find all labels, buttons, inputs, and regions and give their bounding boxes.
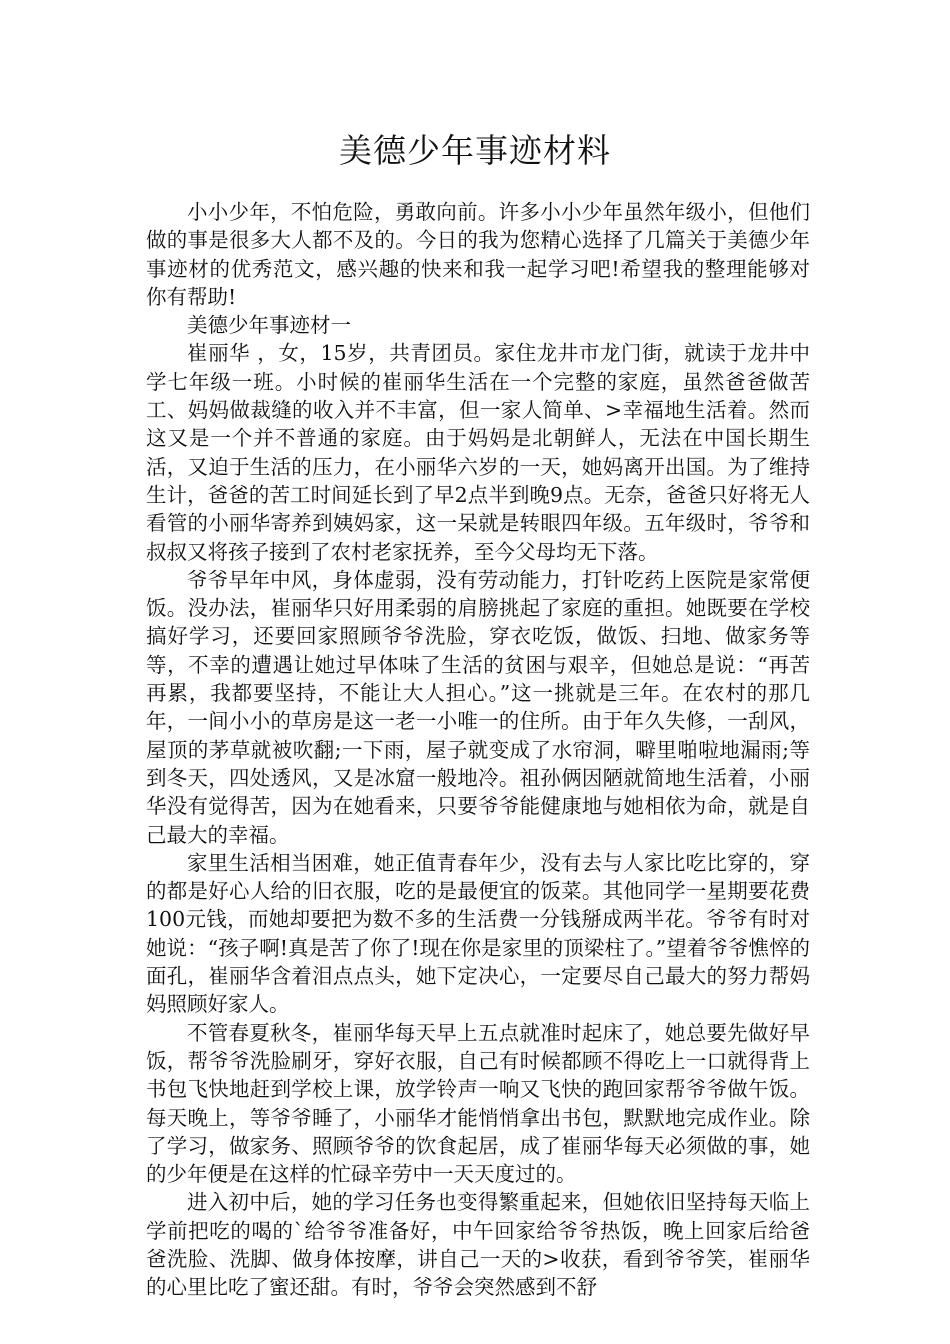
body-paragraph: 崔丽华 ，女，15岁，共青团员。家住龙井市龙门街，就读于龙井中学七年级一班。小时候的崔丽华生活在一个完整的家庭，虽然爸爸做苦工、妈妈做裁缝的收入并不丰富，但一家人简单、>幸福地生活着。然而这又是一个并不普通的家庭。由于妈妈是北朝鲜人，无法在中国长期生活，又迫于生活的压力，在小丽华六岁的一天，她妈离开出国。为了维持生计，爸爸的苦工时间延长到了早2点半到晚9点。无奈，爸爸只好将无人看管的小丽华寄养到姨妈家，这一呆就是转眼四年级。五年级时，爷爷和叔叔又将孩子接到了农村老家抚养，至今父母均无下落。 [146,341,810,564]
section-heading: 美德少年事迹材一 [187,313,351,338]
body-paragraph: 家里生活相当困难，她正值青春年少，没有去与人家比吃比穿的，穿的都是好心人给的旧衣服，吃的是最便宜的饭菜。其他同学一星期要花费100元钱，而她却要把为数不多的生活费一分钱掰成两半花。爷爷有时对她说：“孩子啊!真是苦了你了!现在你是家里的顶梁柱了。”望着爷爷憔悴的面孔，崔丽华含着泪点点头，她下定决心，一定要尽自己最大的努力帮妈妈照顾好家人。 [146,850,810,1017]
intro-paragraph: 小小少年，不怕危险，勇敢向前。许多小小少年虽然年级小，但他们做的事是很多大人都不及的。今日的我为您精心选择了几篇关于美德少年事迹材的优秀范文，感兴趣的快来和我一起学习吧!希望我的整理能够对你有帮助! [146,200,810,309]
body-paragraph: 爷爷早年中风，身体虚弱，没有劳动能力，打针吃药上医院是家常便饭。没办法，崔丽华只好用柔弱的肩膀挑起了家庭的重担。她既要在学校搞好学习，还要回家照顾爷爷洗脸，穿衣吃饭，做饭、扫地、做家务等等，不幸的遭遇让她过早体味了生活的贫困与艰辛，但她总是说：“再苦再累，我都要坚持，不能让大人担心。”这一挑就是三年。在农村的那几年，一间小小的草房是这一老一小唯一的住所。由于年久失修，一刮风，屋顶的茅草就被吹翻;一下雨，屋子就变成了水帘洞，噼里啪啦地漏雨;等到冬天，四处透风，又是冰窟一般地冷。祖孙俩因陋就简地生活着，小丽华没有觉得苦，因为在她看来，只要爷爷能健康地与她相依为命，就是自己最大的幸福。 [146,567,810,847]
document-body [146,198,810,1302]
document-title: 美德少年事迹材料 [339,131,611,170]
body-paragraph: 不管春夏秋冬，崔丽华每天早上五点就准时起床了，她总要先做好早饭，帮爷爷洗脸刷牙，穿好衣服，自己有时候都顾不得吃上一口就得背上书包飞快地赶到学校上课，放学铃声一响又飞快的跑回家帮爷爷做午饭。每天晚上，等爷爷睡了，小丽华才能悄悄拿出书包，默默地完成作业。除了学习，做家务、照顾爷爷的饮食起居，成了崔丽华每天必须做的事，她的少年便是在这样的忙碌辛劳中一天天度过的。 [146,1020,810,1187]
body-paragraph: 进入初中后，她的学习任务也变得繁重起来，但她依旧坚持每天临上学前把吃的喝的`给爷爷准备好，中午回家给爷爷热饭，晚上回家后给爸爸洗脸、洗脚、做身体按摩，讲自己一天的>收获，看到爷爷笑，崔丽华的心里比吃了蜜还甜。有时，爷爷会突然感到不舒 [146,1190,810,1300]
